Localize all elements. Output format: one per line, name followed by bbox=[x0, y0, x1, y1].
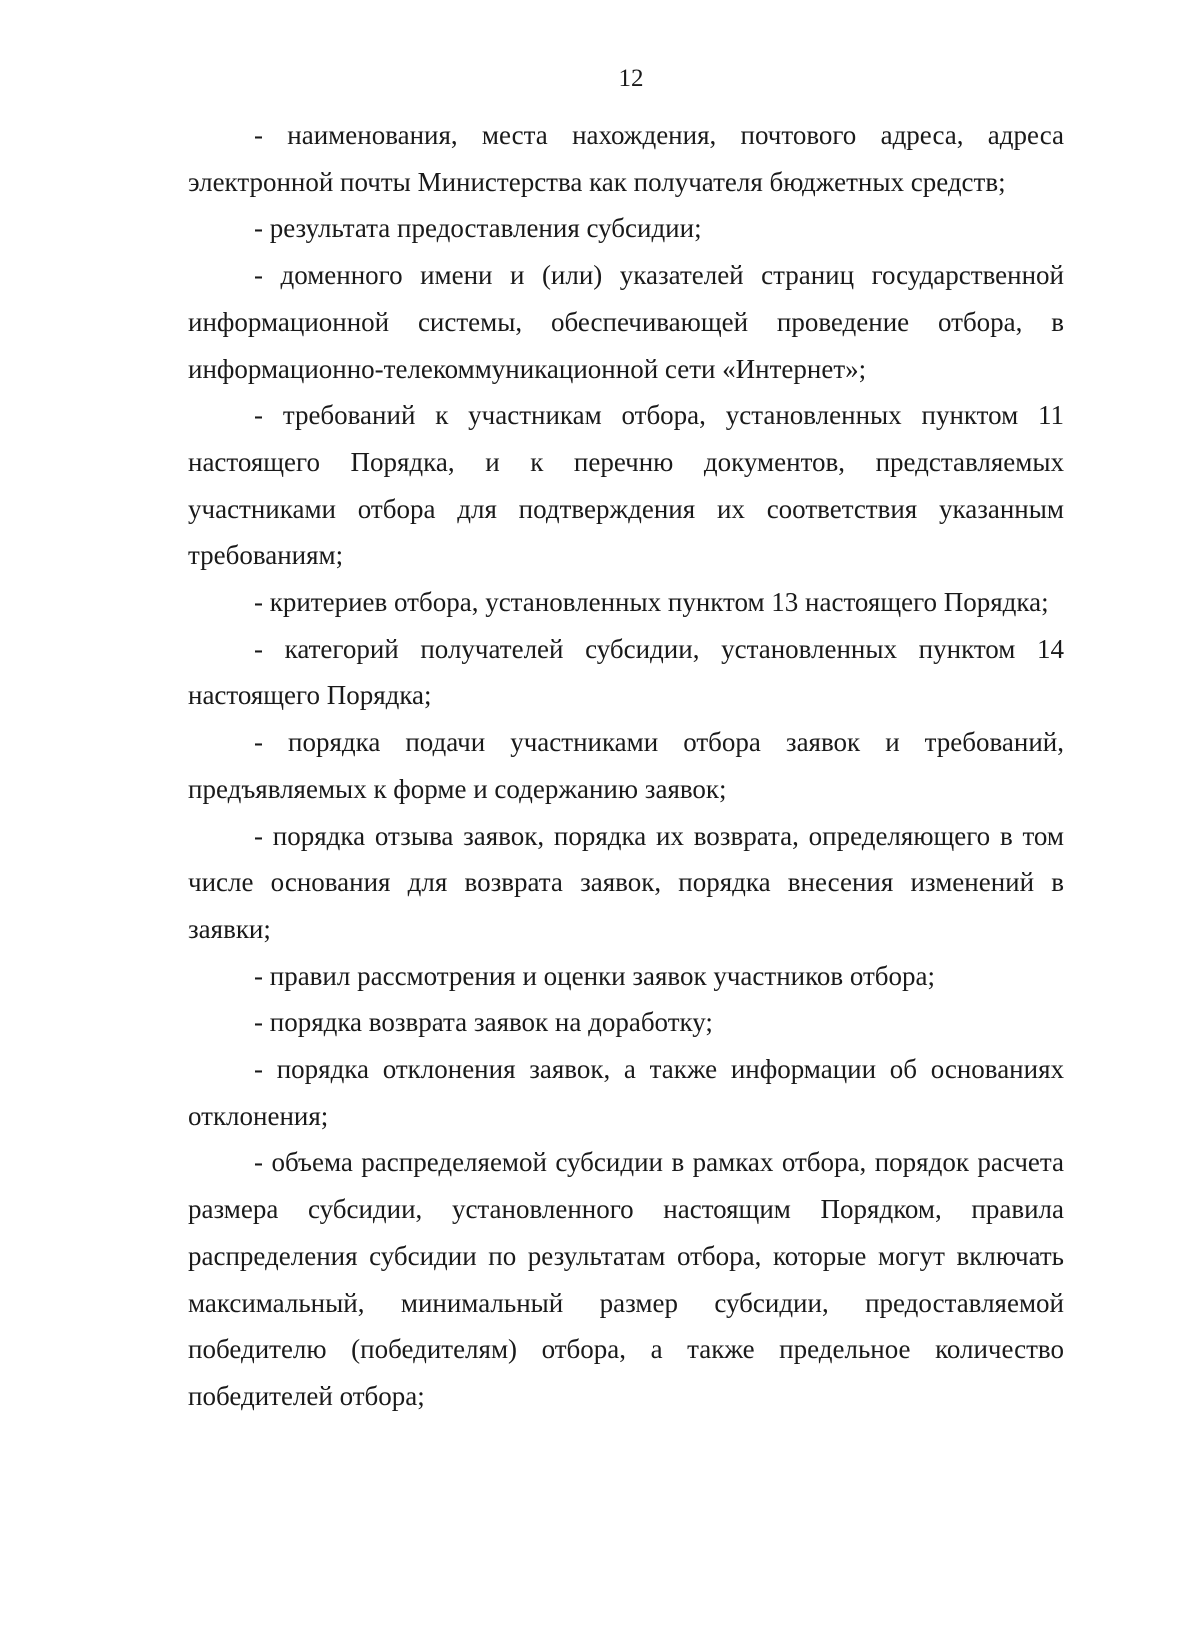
list-item: - порядка отзыва заявок, порядка их возврата, определяющего в том числе основания для возврата заявок, порядка внесения изменений в заявки; bbox=[188, 820, 1064, 944]
list-item: - правил рассмотрения и оценки заявок участников отбора; bbox=[254, 960, 936, 991]
list-item: - порядка возврата заявок на доработку; bbox=[254, 1007, 713, 1038]
list-item: - порядка подачи участниками отбора заявок и требований, предъявляемых к форме и содержанию заявок; bbox=[188, 727, 1064, 804]
list-item: - доменного имени и (или) указателей страниц государственной информационной системы, обеспечивающей проведение отбора, в информационно-телекоммуникационной сети «Интернет»; bbox=[188, 260, 1064, 384]
document-body bbox=[188, 112, 1064, 1420]
list-item: - порядка отклонения заявок, а также информации об основаниях отклонения; bbox=[188, 1054, 1064, 1131]
list-item: - категорий получателей субсидии, установленных пунктом 14 настоящего Порядка; bbox=[188, 633, 1064, 711]
list-item: - наименования, места нахождения, почтового адреса, адреса электронной почты Министерства как получателя бюджетных средств; bbox=[188, 120, 1064, 197]
list-item: - критериев отбора, установленных пунктом 13 настоящего Порядка; bbox=[254, 587, 1049, 618]
list-item: - требований к участникам отбора, установленных пунктом 11 настоящего Порядка, и к перечню документов, представляемых участниками отбора для подтверждения их соответствия указанным требованиям; bbox=[188, 400, 1064, 571]
list-item: - результата предоставления субсидии; bbox=[254, 213, 702, 244]
list-item: - объема распределяемой субсидии в рамках отбора, порядок расчета размера субсидии, установленного настоящим Порядком, правила распределения субсидии по результатам отбора, которые могут включать максимальный, минимальный размер субсидии, предоставляемой победителю (победителям) отбора, а также предельное количество победителей отбора; bbox=[188, 1147, 1064, 1411]
page-number: 12 bbox=[618, 65, 644, 92]
